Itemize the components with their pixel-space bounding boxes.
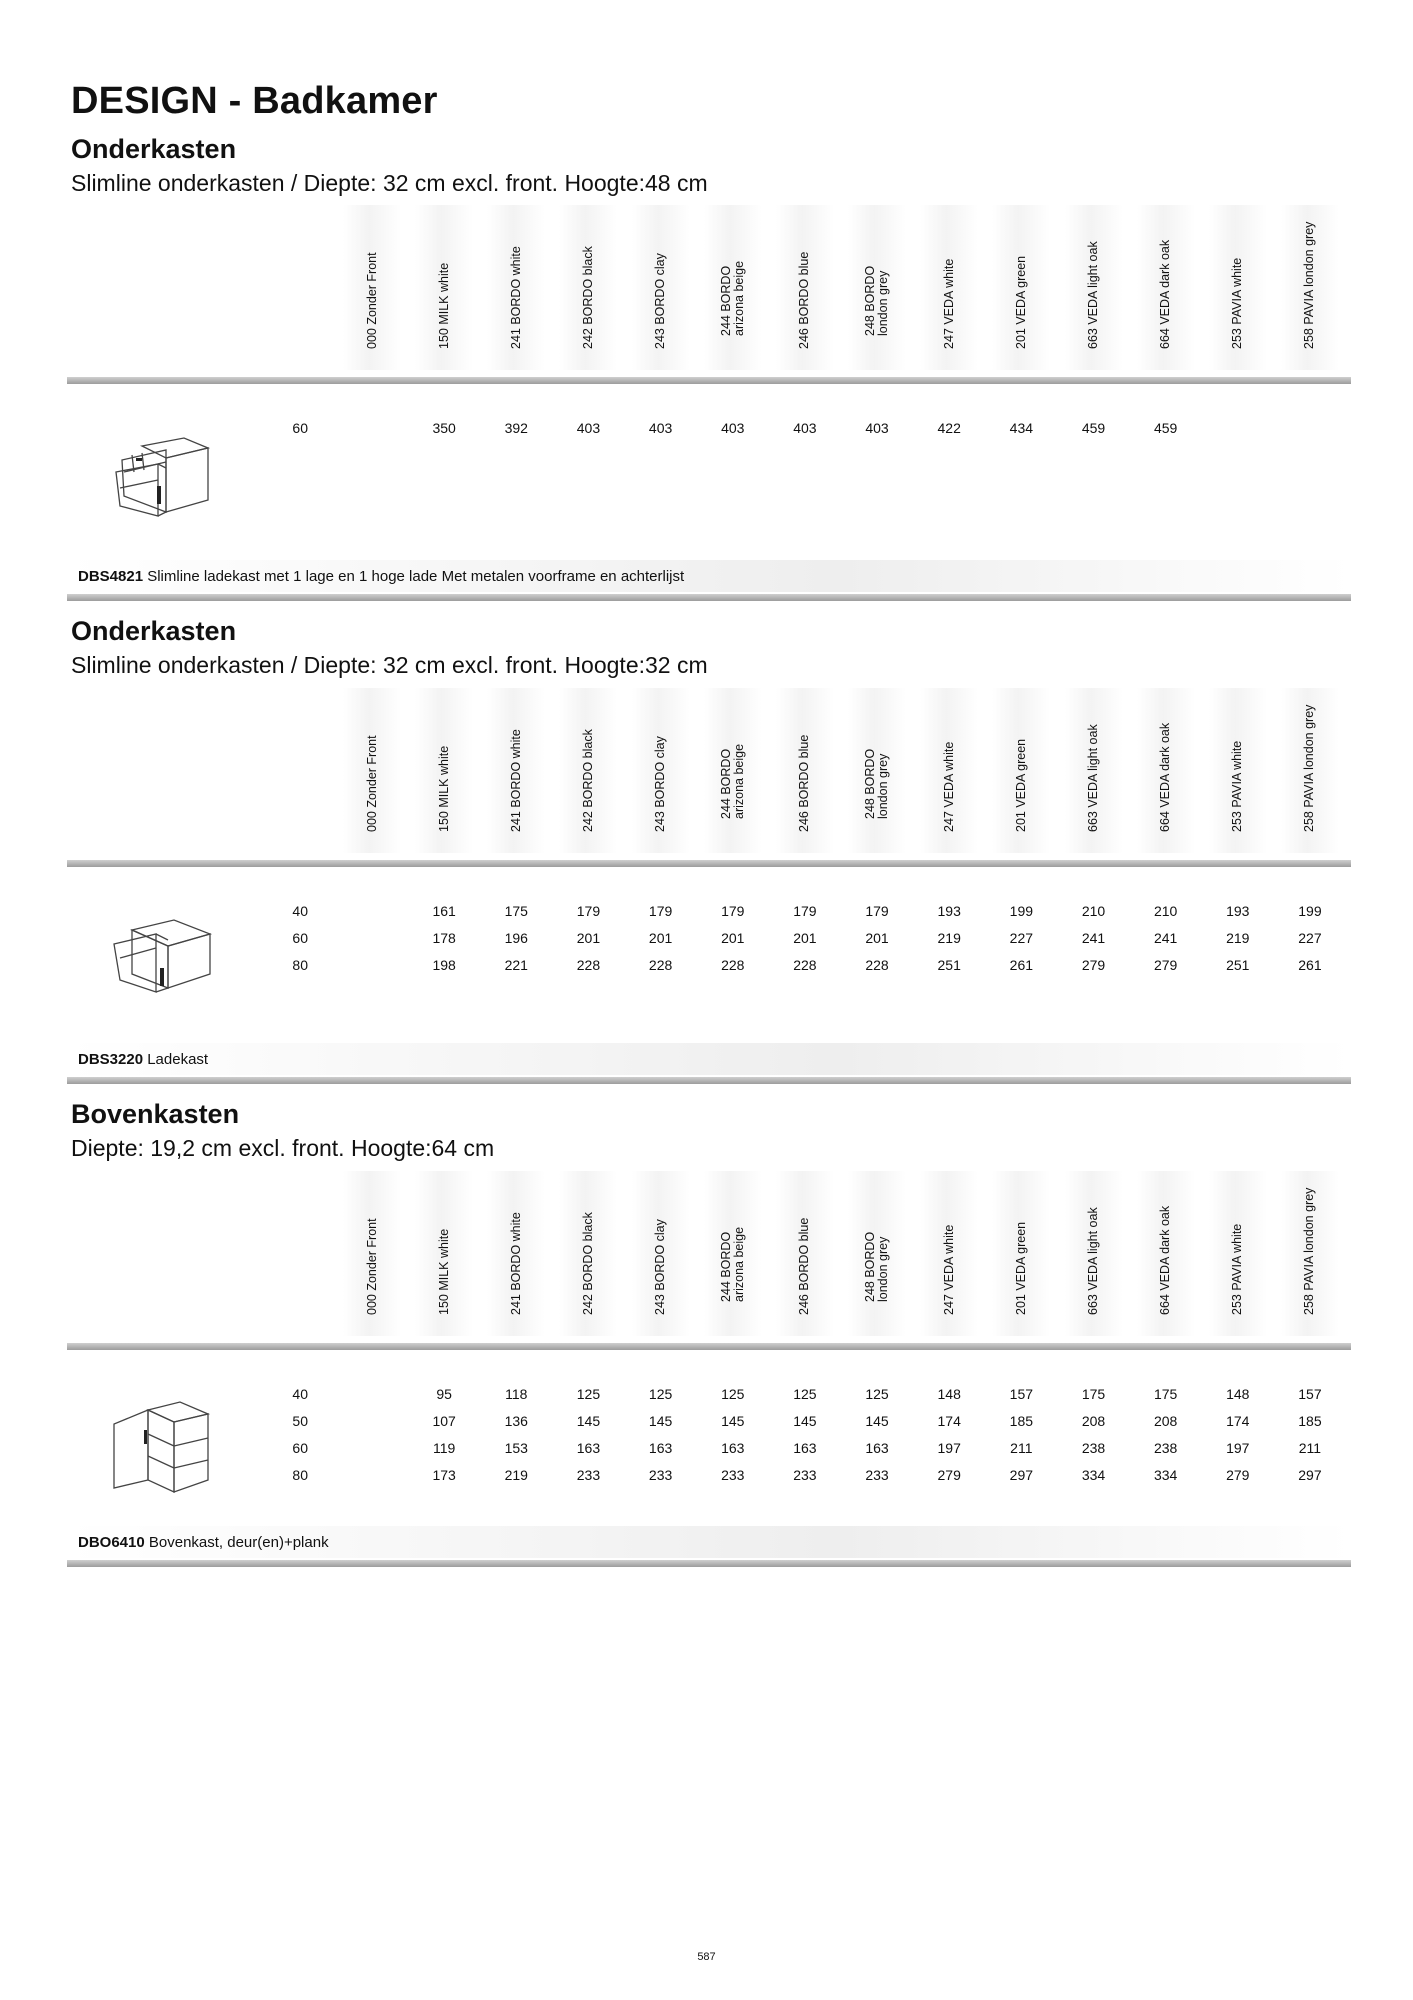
price-cell: 148 <box>937 1386 961 1402</box>
column-header-label <box>366 1218 379 1315</box>
column-header-label <box>1303 1188 1316 1315</box>
price-cell: 297 <box>1298 1467 1322 1483</box>
column-header-line: arizona beige <box>731 260 746 336</box>
column-header <box>1209 205 1267 370</box>
price-cell: 211 <box>1298 1440 1322 1456</box>
column-header-line: 241 BORDO white <box>508 1212 523 1315</box>
column-header-label <box>864 266 890 336</box>
price-cell: 233 <box>648 1467 673 1483</box>
column-header-line: 663 VEDA light oak <box>1086 724 1100 832</box>
column-header-label <box>720 744 746 819</box>
price-cell: 403 <box>648 420 673 436</box>
column-header-line: 663 VEDA light oak <box>1086 241 1100 349</box>
price-cell: 227 <box>1009 930 1034 946</box>
row-size: 60 <box>292 930 308 946</box>
column-header <box>1065 1171 1123 1336</box>
price-cell: 179 <box>865 903 889 919</box>
column-header <box>1281 205 1339 370</box>
column-header <box>343 1171 401 1336</box>
price-cell: 219 <box>1226 930 1250 946</box>
drawer-cabinet-with-frame-icon <box>112 428 212 528</box>
price-cell: 251 <box>1226 957 1250 973</box>
price-cell: 163 <box>648 1440 673 1456</box>
price-cell: 233 <box>865 1467 889 1483</box>
price-cell: 125 <box>721 1386 745 1402</box>
column-header <box>415 1171 473 1336</box>
price-cell: 197 <box>1226 1440 1250 1456</box>
price-cell: 174 <box>1226 1413 1250 1429</box>
column-header <box>559 205 617 370</box>
column-header <box>1065 688 1123 853</box>
product-footer <box>67 1043 1351 1075</box>
price-cell: 163 <box>793 1440 817 1456</box>
column-header-label <box>510 1212 523 1315</box>
price-cell: 211 <box>1010 1440 1033 1456</box>
column-header-line: 248 BORDO <box>863 748 878 819</box>
column-header-label <box>510 729 523 832</box>
section-subtitle: Slimline onderkasten / Diepte: 32 cm excl. front. Hoogte:32 cm <box>71 652 708 678</box>
column-header-line: 242 BORDO black <box>580 729 595 832</box>
price-cell: 179 <box>576 903 601 919</box>
column-header <box>343 688 401 853</box>
column-header-row <box>0 1171 1413 1336</box>
price-cell: 233 <box>793 1467 817 1483</box>
column-header <box>1281 1171 1339 1336</box>
column-header <box>992 1171 1050 1336</box>
column-header <box>632 1171 690 1336</box>
section-divider <box>67 1560 1351 1567</box>
price-cell: 422 <box>937 420 961 436</box>
column-header-label <box>654 736 667 832</box>
column-header-label <box>864 1232 890 1302</box>
price-cell: 208 <box>1081 1413 1106 1429</box>
column-header <box>415 205 473 370</box>
column-header-line: 241 BORDO white <box>508 246 523 349</box>
price-cell: 403 <box>721 420 745 436</box>
column-header-line: 201 VEDA green <box>1013 738 1028 832</box>
price-cell: 228 <box>576 957 601 973</box>
column-header-label <box>1159 240 1172 349</box>
price-cell: 233 <box>576 1467 601 1483</box>
section-title: Bovenkasten <box>71 1099 240 1129</box>
price-cell: 174 <box>937 1413 961 1429</box>
product-code: DBS3220 <box>78 1051 144 1068</box>
column-header <box>1137 205 1195 370</box>
column-header-line: 663 VEDA light oak <box>1086 1207 1100 1315</box>
price-cell: 145 <box>793 1413 817 1429</box>
price-cell: 434 <box>1009 420 1034 436</box>
column-header <box>632 688 690 853</box>
column-header-label <box>943 742 956 832</box>
price-cell: 175 <box>1153 1386 1178 1402</box>
price-cell: 179 <box>793 903 817 919</box>
product-footer <box>67 1526 1351 1558</box>
price-cell: 185 <box>1009 1413 1034 1429</box>
column-header-label <box>366 735 379 832</box>
column-header-line: 247 VEDA white <box>941 741 956 832</box>
column-header-row <box>0 205 1413 370</box>
column-header-label <box>1303 705 1316 832</box>
row-size: 60 <box>292 1440 308 1456</box>
section-title: Onderkasten <box>71 134 237 164</box>
product-code: DBS4821 <box>78 568 144 585</box>
column-header <box>1137 1171 1195 1336</box>
price-cell: 197 <box>937 1440 961 1456</box>
price-cell: 459 <box>1153 420 1178 436</box>
price-cell: 125 <box>576 1386 601 1402</box>
column-header <box>1065 205 1123 370</box>
price-cell: 210 <box>1153 903 1178 919</box>
row-size: 50 <box>292 1413 308 1429</box>
column-header-line: london grey <box>876 1236 891 1302</box>
price-cell: 198 <box>432 957 456 973</box>
column-header-label <box>1159 1206 1172 1315</box>
column-header-label <box>864 749 890 819</box>
product-description: Slimline ladekast met 1 lage en 1 hoge lade Met metalen voorframe en achterlijst <box>147 568 685 585</box>
price-cell: 279 <box>1153 957 1178 973</box>
column-header-line: 242 BORDO black <box>580 1212 595 1315</box>
column-header-line: 150 MILK white <box>436 1228 451 1315</box>
column-header-label <box>943 259 956 349</box>
column-header-label <box>438 1229 451 1315</box>
column-header-label <box>798 735 811 832</box>
column-header-label <box>798 1218 811 1315</box>
price-cell: 163 <box>721 1440 745 1456</box>
price-cell: 392 <box>504 420 528 436</box>
price-cell: 199 <box>1298 903 1322 919</box>
column-header <box>992 688 1050 853</box>
price-cell: 179 <box>721 903 745 919</box>
product-code: DBO6410 <box>78 1534 145 1551</box>
price-cell: 145 <box>865 1413 889 1429</box>
column-header <box>415 688 473 853</box>
column-header <box>487 688 545 853</box>
price-cell: 350 <box>432 420 456 436</box>
column-header-label <box>943 1225 956 1315</box>
header-divider <box>67 1343 1351 1350</box>
column-header-label <box>1159 723 1172 832</box>
price-cell: 178 <box>432 930 456 946</box>
column-header-label <box>1231 1224 1244 1315</box>
price-cell: 185 <box>1298 1413 1322 1429</box>
column-header-line: 244 BORDO <box>718 265 733 336</box>
drawer-cabinet-icon <box>110 918 215 1008</box>
price-cell: 145 <box>648 1413 673 1429</box>
column-header <box>776 1171 834 1336</box>
price-cell: 173 <box>432 1467 456 1483</box>
price-cell: 241 <box>1081 930 1106 946</box>
price-cell: 233 <box>721 1467 745 1483</box>
column-header-line: 241 BORDO white <box>508 729 523 832</box>
section-divider <box>67 594 1351 601</box>
price-cell: 175 <box>1081 1386 1106 1402</box>
price-cell: 193 <box>1226 903 1250 919</box>
column-header-label <box>1231 258 1244 349</box>
price-cell: 196 <box>504 930 528 946</box>
price-cell: 459 <box>1081 420 1106 436</box>
column-header-line: 150 MILK white <box>436 262 451 349</box>
column-header-label <box>582 729 595 832</box>
column-header <box>848 205 906 370</box>
product-description: Bovenkast, deur(en)+plank <box>148 1534 329 1551</box>
price-cell: 193 <box>937 903 961 919</box>
product-description: Ladekast <box>147 1051 209 1068</box>
price-cell: 145 <box>721 1413 745 1429</box>
section-divider <box>67 1077 1351 1084</box>
wall-cabinet-icon <box>108 1400 213 1495</box>
column-header-label <box>1231 741 1244 832</box>
column-header-label <box>720 261 746 336</box>
price-cell: 221 <box>504 957 528 973</box>
column-header-label <box>1303 222 1316 349</box>
column-header-line: 664 VEDA dark oak <box>1158 239 1173 349</box>
column-header-label <box>1015 739 1028 832</box>
column-header-line: 243 BORDO clay <box>653 253 668 349</box>
price-cell: 403 <box>576 420 601 436</box>
column-header-line: 246 BORDO blue <box>797 251 812 349</box>
price-cell: 199 <box>1009 903 1034 919</box>
column-header-line: 246 BORDO blue <box>797 734 812 832</box>
price-cell: 157 <box>1298 1386 1322 1402</box>
column-header-line: 258 PAVIA london grey <box>1302 704 1317 832</box>
column-header-label <box>438 263 451 349</box>
column-header-line: london grey <box>876 753 891 819</box>
header-divider <box>67 860 1351 867</box>
price-cell: 219 <box>937 930 961 946</box>
column-header <box>559 1171 617 1336</box>
header-divider <box>67 377 1351 384</box>
price-cell: 227 <box>1298 930 1322 946</box>
price-cell: 119 <box>432 1440 456 1456</box>
column-header-line: 248 BORDO <box>863 1231 878 1302</box>
column-header <box>704 688 762 853</box>
column-header <box>1137 688 1195 853</box>
column-header-label <box>798 252 811 349</box>
column-header-label <box>654 1219 667 1315</box>
price-cell: 201 <box>793 930 817 946</box>
column-header <box>920 1171 978 1336</box>
column-header-row <box>0 688 1413 853</box>
column-header-line: arizona beige <box>731 743 746 819</box>
section-subtitle: Diepte: 19,2 cm excl. front. Hoogte:64 cm <box>71 1135 495 1161</box>
column-header-line: 201 VEDA green <box>1013 1221 1028 1315</box>
price-cell: 241 <box>1153 930 1178 946</box>
column-header-label <box>438 746 451 832</box>
column-header <box>343 205 401 370</box>
column-header-label <box>1015 256 1028 349</box>
column-header <box>848 688 906 853</box>
column-header-line: 150 MILK white <box>436 745 451 832</box>
price-cell: 201 <box>865 930 889 946</box>
product-footer <box>67 560 1351 592</box>
column-header-line: 000 Zonder Front <box>364 735 379 832</box>
column-header-line: london grey <box>876 270 891 336</box>
column-header-label <box>582 246 595 349</box>
column-header <box>704 1171 762 1336</box>
column-header-line: 246 BORDO blue <box>797 1217 812 1315</box>
page-number: 587 <box>697 1951 716 1963</box>
price-cell: 238 <box>1153 1440 1178 1456</box>
price-cell: 208 <box>1153 1413 1178 1429</box>
price-cell: 95 <box>436 1386 452 1402</box>
column-header-label <box>1087 241 1100 349</box>
column-header-label <box>510 246 523 349</box>
price-cell: 261 <box>1298 957 1322 973</box>
column-header-line: 244 BORDO <box>718 748 733 819</box>
price-cell: 228 <box>648 957 673 973</box>
price-cell: 403 <box>865 420 889 436</box>
price-cell: 403 <box>793 420 817 436</box>
column-header-label <box>1087 1207 1100 1315</box>
column-header-label <box>366 252 379 349</box>
price-cell: 238 <box>1081 1440 1106 1456</box>
page-title: DESIGN - Badkamer <box>71 80 438 122</box>
price-cell: 157 <box>1009 1386 1034 1402</box>
column-header-line: 242 BORDO black <box>580 246 595 349</box>
price-cell: 228 <box>721 957 745 973</box>
price-cell: 334 <box>1153 1467 1178 1483</box>
column-header-line: 664 VEDA dark oak <box>1158 722 1173 832</box>
column-header <box>920 688 978 853</box>
price-cell: 251 <box>937 957 961 973</box>
price-cell: 201 <box>648 930 673 946</box>
column-header-line: 247 VEDA white <box>941 258 956 349</box>
column-header-label <box>1087 724 1100 832</box>
row-size: 80 <box>292 1467 308 1483</box>
price-cell: 228 <box>793 957 817 973</box>
column-header-line: 243 BORDO clay <box>653 1219 668 1315</box>
price-cell: 118 <box>505 1386 528 1402</box>
price-cell: 219 <box>504 1467 528 1483</box>
price-cell: 136 <box>504 1413 528 1429</box>
column-header-line: 000 Zonder Front <box>364 252 379 349</box>
price-cell: 125 <box>648 1386 673 1402</box>
price-cell: 145 <box>576 1413 601 1429</box>
price-cell: 210 <box>1081 903 1106 919</box>
row-size: 40 <box>292 1386 308 1402</box>
column-header-label <box>654 253 667 349</box>
price-cell: 163 <box>576 1440 601 1456</box>
price-cell: 279 <box>1081 957 1106 973</box>
price-cell: 163 <box>865 1440 889 1456</box>
column-header-label <box>1015 1222 1028 1315</box>
column-header <box>992 205 1050 370</box>
column-header-line: 247 VEDA white <box>941 1224 956 1315</box>
column-header <box>1209 1171 1267 1336</box>
column-header <box>1209 688 1267 853</box>
price-cell: 148 <box>1226 1386 1250 1402</box>
row-size: 80 <box>292 957 308 973</box>
price-cell: 161 <box>432 903 456 919</box>
column-header <box>920 205 978 370</box>
column-header-line: 243 BORDO clay <box>653 736 668 832</box>
column-header <box>776 205 834 370</box>
column-header-line: 664 VEDA dark oak <box>1158 1205 1173 1315</box>
column-header-line: 253 PAVIA white <box>1230 1223 1245 1315</box>
column-header-label <box>582 1212 595 1315</box>
column-header-line: 244 BORDO <box>718 1231 733 1302</box>
section-subtitle: Slimline onderkasten / Diepte: 32 cm excl. front. Hoogte:48 cm <box>71 170 708 196</box>
price-cell: 125 <box>865 1386 889 1402</box>
column-header-line: arizona beige <box>731 1226 746 1302</box>
price-cell: 228 <box>865 957 889 973</box>
column-header <box>559 688 617 853</box>
column-header <box>487 205 545 370</box>
column-header-line: 201 VEDA green <box>1013 255 1028 349</box>
price-cell: 125 <box>793 1386 817 1402</box>
price-cell: 201 <box>721 930 745 946</box>
section-title: Onderkasten <box>71 616 237 646</box>
column-header <box>487 1171 545 1336</box>
price-cell: 261 <box>1009 957 1034 973</box>
column-header <box>1281 688 1339 853</box>
price-cell: 179 <box>648 903 673 919</box>
column-header <box>848 1171 906 1336</box>
price-cell: 297 <box>1009 1467 1034 1483</box>
column-header-line: 000 Zonder Front <box>364 1218 379 1315</box>
price-cell: 334 <box>1081 1467 1106 1483</box>
column-header <box>776 688 834 853</box>
column-header-label <box>720 1227 746 1302</box>
column-header-line: 258 PAVIA london grey <box>1302 221 1317 349</box>
column-header <box>704 205 762 370</box>
row-size: 40 <box>292 903 308 919</box>
column-header-line: 253 PAVIA white <box>1230 257 1245 349</box>
row-size: 60 <box>292 420 308 436</box>
price-cell: 201 <box>576 930 601 946</box>
column-header-line: 253 PAVIA white <box>1230 740 1245 832</box>
column-header <box>632 205 690 370</box>
price-cell: 279 <box>1226 1467 1250 1483</box>
column-header-line: 258 PAVIA london grey <box>1302 1187 1317 1315</box>
price-cell: 107 <box>432 1413 456 1429</box>
column-header-line: 248 BORDO <box>863 265 878 336</box>
price-cell: 279 <box>937 1467 961 1483</box>
price-cell: 175 <box>504 903 528 919</box>
price-cell: 153 <box>504 1440 528 1456</box>
